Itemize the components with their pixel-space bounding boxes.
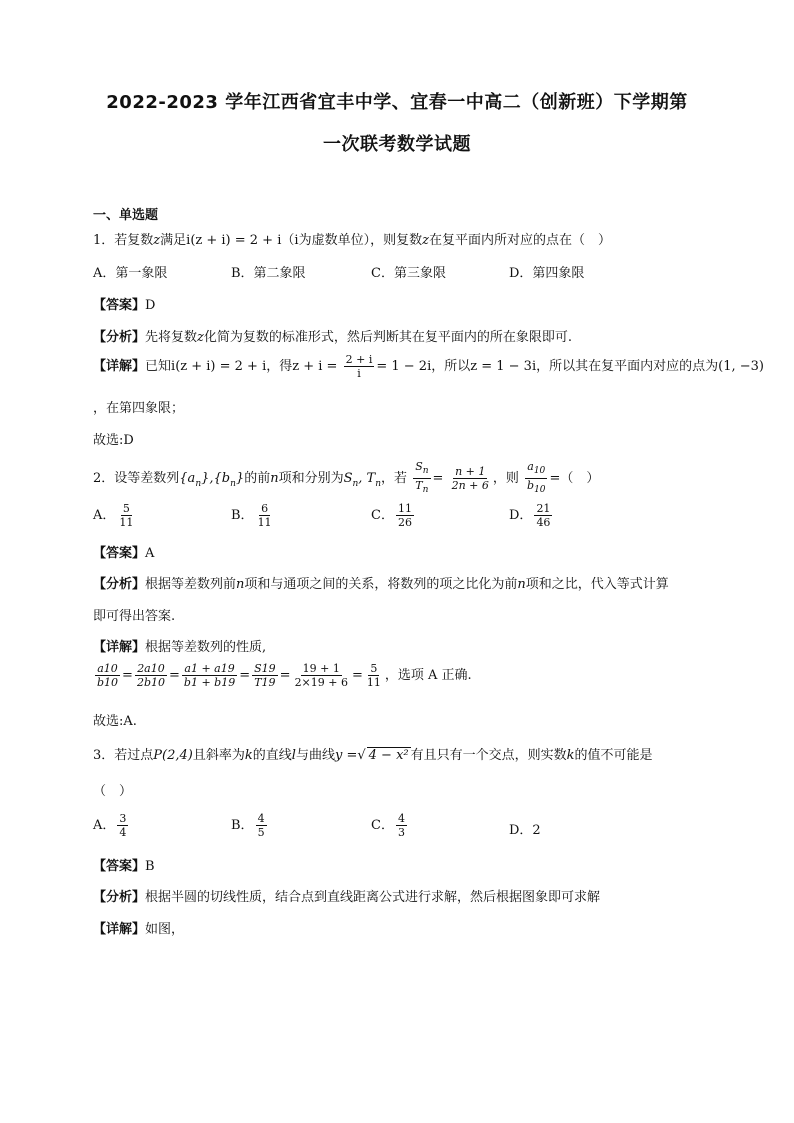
q1-analysis: 【分析】先将复数z化简为复数的标准形式，然后判断其在复平面内的所在象限即可. [93,330,573,345]
q3-option-d: D．2 [509,823,541,838]
q2-analysis-cont: 即可得出答案. [93,609,176,624]
q2-detail-chain: $\frac{a10}{b10}$ = $\frac{2a10}{2b10}$ = $\frac{a1 + a19}{b1 + b19}$ = $\frac{S19}{T19}$ = $\frac{19 + 1}{2\times 19 + 6}$ = $\frac{5}{11}$ ，选项 A 正确. [97,662,472,689]
q1-option-b: B．第二象限 [231,266,306,281]
q2-conclusion: 故选:A. [93,714,137,729]
q1-option-c: C．第三象限 [371,266,446,281]
q3-stem: 3．若过点P(2,4)且斜率为k的直线l与曲线y =√ 4 − x² 有且只有一个交点，则实数k的值不可能是 [93,748,653,763]
q2-ask-fraction: $\frac{a_{10}}{b_{10}}$ [527,460,546,496]
q3-option-a: A． $\frac{3}{4}$ [93,812,127,839]
q1-stem: 1．若复数z满足i(z + i) = 2 + i（i为虚数单位），则复数z在复平面内所对应的点在（ ） [93,233,611,248]
q1-answer: 【答案】D [93,298,156,313]
q1-detail: 【详解】已知i(z + i) = 2 + i，得z + i = $\frac{2 + i}{i}$ = 1 − 2i，所以z = 1 − 3i，所以其在复平面内对应的点为(1, −3) [93,353,764,380]
q3-detail: 【详解】如图， [93,922,185,937]
title-line-1: 2022-2023 学年江西省宜丰中学、宜春一中高二（创新班）下学期第 [106,92,688,113]
q2-rhs-fraction: $\frac{n + 1}{2n + 6}$ [451,465,489,493]
q2-analysis: 【分析】根据等差数列前n项和与通项之间的关系，将数列的项之比化为前n项和之比，代入等式计算 [93,577,669,592]
title-line-2: 一次联考数学试题 [323,134,471,155]
q1-detail-cont: ，在第四象限； [93,401,185,416]
q1-option-d: D．第四象限 [509,266,585,281]
q1-fraction: $\frac{2 + i}{i}$ [345,353,373,380]
q3-answer: 【答案】B [93,859,155,874]
q1-conclusion: 故选:D [93,433,134,448]
q2-stem: 2．设等差数列$\{a_n\},\{b_n\}$的前n项和分别为$S_n$, $T_n$，若 $\frac{S_n}{T_n}$ = $\frac{n + 1}{2n + 6}$ ，则 $\frac{a_{10}}{b_{10}}$ =（ ） [93,460,600,496]
q3-analysis: 【分析】根据半圆的切线性质，结合点到直线距离公式进行求解，然后根据图象即可求解 [93,890,601,905]
q2-detail: 【详解】根据等差数列的性质, [93,640,267,655]
q3-option-c: C． $\frac{4}{3}$ [371,812,405,839]
q2-option-b: B． $\frac{6}{11}$ [231,502,272,529]
section-heading: 一、单选题 [93,208,159,223]
q2-ratio-fraction: $\frac{S_n}{T_n}$ [415,460,429,496]
q3-stem-cont: （ ） [93,784,133,799]
q2-option-d: D． $\frac{21}{46}$ [509,502,551,529]
q3-option-b: B． $\frac{4}{5}$ [231,812,265,839]
q2-option-c: C． $\frac{11}{26}$ [371,502,412,529]
q2-option-a: A． $\frac{5}{11}$ [93,502,134,529]
q2-answer: 【答案】A [93,546,155,561]
q1-option-a: A．第一象限 [93,266,168,281]
